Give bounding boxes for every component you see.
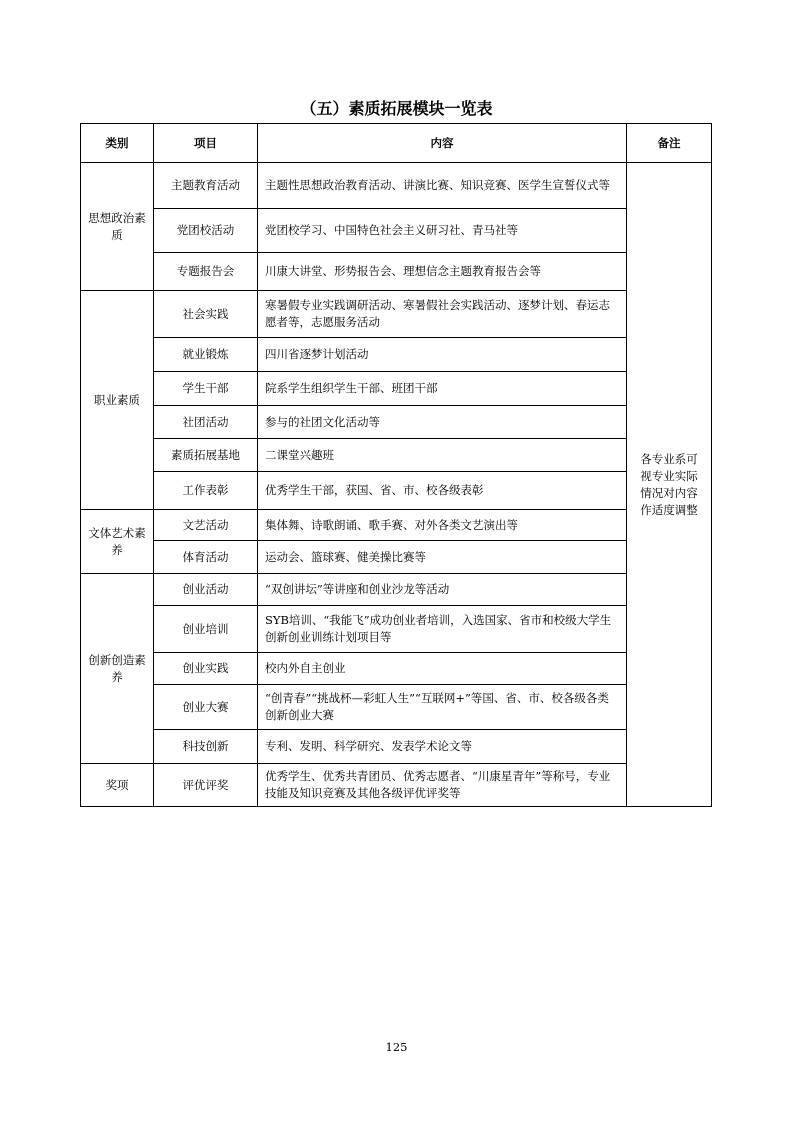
- header-note: 备注: [627, 124, 712, 163]
- content-cell: 优秀学生干部，获国、省、市、校各级表彰: [258, 472, 627, 510]
- table-row: [81, 730, 712, 764]
- table-row: [81, 574, 712, 606]
- content-cell: 运动会、篮球赛、健美操比赛等: [258, 541, 627, 574]
- item-cell: 社会实践: [154, 291, 258, 338]
- category-cell: 奖项: [81, 764, 154, 807]
- table-row: [81, 685, 712, 730]
- table-row: [81, 163, 712, 209]
- item-cell: 社团活动: [154, 406, 258, 439]
- item-cell: 创业实践: [154, 653, 258, 685]
- item-cell: 工作表彰: [154, 472, 258, 510]
- table-row: [81, 291, 712, 338]
- page-number: 125: [385, 1040, 408, 1054]
- note-cell: 各专业系可视专业实际情况对内容作适度调整: [627, 163, 712, 807]
- content-cell: SYB培训、“我能飞”成功创业者培训，入选国家、省市和校级大学生创新创业训练计划项目等: [258, 606, 627, 653]
- item-cell: 就业锻炼: [154, 338, 258, 372]
- category-cell: 思想政治素质: [81, 163, 154, 291]
- header-item: 项目: [154, 124, 258, 163]
- content-cell: 校内外自主创业: [258, 653, 627, 685]
- item-cell: 文艺活动: [154, 510, 258, 541]
- content-cell: 主题性思想政治教育活动、讲演比赛、知识竞赛、医学生宣誓仪式等: [258, 163, 627, 209]
- category-cell: 职业素质: [81, 291, 154, 510]
- item-cell: 创业培训: [154, 606, 258, 653]
- header-category: 类别: [81, 124, 154, 163]
- table-row: [81, 253, 712, 291]
- table-row: [81, 406, 712, 439]
- item-cell: 党团校活动: [154, 209, 258, 253]
- item-cell: 专题报告会: [154, 253, 258, 291]
- content-cell: “双创讲坛”等讲座和创业沙龙等活动: [258, 574, 627, 606]
- item-cell: 评优评奖: [154, 764, 258, 807]
- item-cell: 创业活动: [154, 574, 258, 606]
- quality-module-table: [80, 123, 712, 807]
- item-cell: 素质拓展基地: [154, 439, 258, 472]
- content-cell: 寒暑假专业实践调研活动、寒暑假社会实践活动、逐梦计划、春运志愿者等，志愿服务活动: [258, 291, 627, 338]
- content-cell: 参与的社团文化活动等: [258, 406, 627, 439]
- table-row: [81, 510, 712, 541]
- content-cell: 集体舞、诗歌朗诵、歌手赛、对外各类文艺演出等: [258, 510, 627, 541]
- header-row: [81, 124, 712, 163]
- category-cell: 创新创造素养: [81, 574, 154, 764]
- item-cell: 科技创新: [154, 730, 258, 764]
- table-row: [81, 472, 712, 510]
- header-content: 内容: [258, 124, 627, 163]
- page-title: （五）素质拓展模块一览表: [300, 99, 493, 118]
- category-cell: 文体艺术素养: [81, 510, 154, 574]
- item-cell: 体育活动: [154, 541, 258, 574]
- table-row: [81, 338, 712, 372]
- content-cell: 党团校学习、中国特色社会主义研习社、青马社等: [258, 209, 627, 253]
- item-cell: 创业大赛: [154, 685, 258, 730]
- table-row: [81, 372, 712, 406]
- content-cell: 二课堂兴趣班: [258, 439, 627, 472]
- item-cell: 主题教育活动: [154, 163, 258, 209]
- content-cell: 专利、发明、科学研究、发表学术论文等: [258, 730, 627, 764]
- table-row: [81, 209, 712, 253]
- content-cell: 川康大讲堂、形势报告会、理想信念主题教育报告会等: [258, 253, 627, 291]
- table-row: [81, 653, 712, 685]
- table-row: [81, 606, 712, 653]
- table-row: [81, 764, 712, 807]
- content-cell: “创青春”“挑战杯—彩虹人生”“互联网+”等国、省、市、校各级各类创新创业大赛: [258, 685, 627, 730]
- item-cell: 学生干部: [154, 372, 258, 406]
- content-cell: 院系学生组织学生干部、班团干部: [258, 372, 627, 406]
- content-cell: 优秀学生、优秀共青团员、优秀志愿者、“川康星青年”等称号，专业技能及知识竞赛及其他各级评优评奖等: [258, 764, 627, 807]
- table-row: [81, 439, 712, 472]
- content-cell: 四川省逐梦计划活动: [258, 338, 627, 372]
- table-row: [81, 541, 712, 574]
